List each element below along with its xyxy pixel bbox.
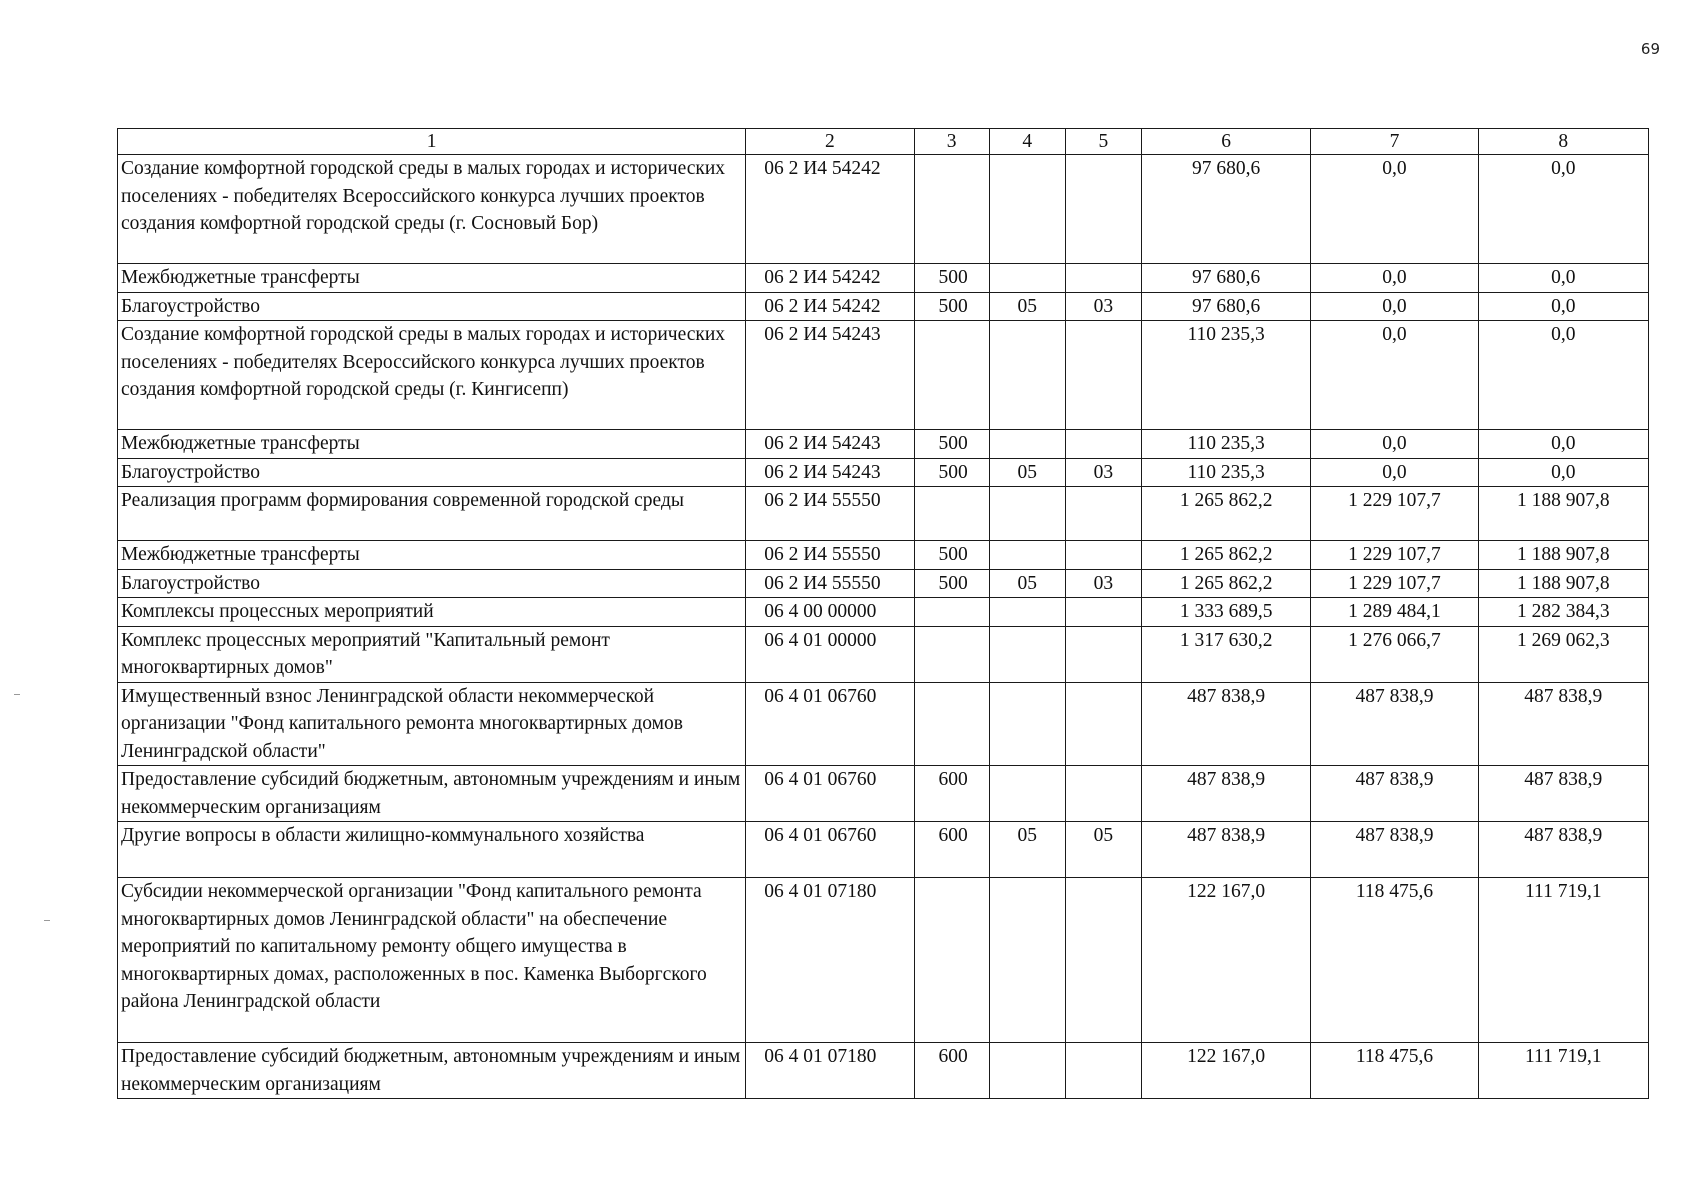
row-value-cell-3: 487 838,9	[1478, 822, 1648, 878]
table-row	[118, 569, 1649, 598]
row-pr-cell	[1065, 264, 1141, 293]
row-name-cell: Межбюджетные трансферты	[118, 264, 746, 293]
row-value-cell-1: 97 680,6	[1141, 292, 1310, 321]
row-code-cell: 06 2 И4 54242	[746, 264, 914, 293]
header-cell-8: 8	[1478, 129, 1648, 155]
row-value-cell-2: 1 229 107,7	[1311, 487, 1478, 541]
table-row	[118, 766, 1649, 822]
row-name-cell: Благоустройство	[118, 569, 746, 598]
row-value-cell-3: 0,0	[1478, 430, 1648, 459]
table-row	[118, 1043, 1649, 1099]
row-code-cell: 06 4 01 06760	[746, 766, 914, 822]
row-pr-cell: 03	[1065, 292, 1141, 321]
row-rz-cell	[989, 766, 1065, 822]
row-value-cell-1: 1 265 862,2	[1141, 487, 1310, 541]
header-cell-3: 3	[914, 129, 989, 155]
row-value-cell-2: 0,0	[1311, 430, 1478, 459]
row-value-cell-3: 1 188 907,8	[1478, 487, 1648, 541]
row-vr-cell: 500	[914, 264, 989, 293]
table-row	[118, 292, 1649, 321]
header-cell-1: 1	[118, 129, 746, 155]
row-pr-cell	[1065, 1043, 1141, 1099]
row-code-cell: 06 4 01 06760	[746, 822, 914, 878]
page-number: 69	[1640, 40, 1660, 58]
row-rz-cell: 05	[989, 292, 1065, 321]
row-pr-cell	[1065, 766, 1141, 822]
table-row	[118, 822, 1649, 878]
row-value-cell-3: 1 188 907,8	[1478, 569, 1648, 598]
table-row	[118, 541, 1649, 570]
row-rz-cell	[989, 430, 1065, 459]
row-value-cell-3: 1 282 384,3	[1478, 598, 1648, 627]
row-vr-cell	[914, 682, 989, 766]
row-pr-cell	[1065, 626, 1141, 682]
row-value-cell-2: 0,0	[1311, 321, 1478, 430]
row-code-cell: 06 2 И4 55550	[746, 541, 914, 570]
row-pr-cell	[1065, 321, 1141, 430]
row-value-cell-3: 0,0	[1478, 458, 1648, 487]
table-row	[118, 430, 1649, 459]
table-row	[118, 155, 1649, 264]
row-value-cell-3: 0,0	[1478, 155, 1648, 264]
row-value-cell-1: 487 838,9	[1141, 766, 1310, 822]
row-pr-cell	[1065, 682, 1141, 766]
row-vr-cell: 600	[914, 766, 989, 822]
row-vr-cell: 500	[914, 292, 989, 321]
row-value-cell-2: 118 475,6	[1311, 878, 1478, 1043]
row-value-cell-2: 487 838,9	[1311, 822, 1478, 878]
row-name-cell: Реализация программ формирования современной городской среды	[118, 487, 746, 541]
row-pr-cell	[1065, 878, 1141, 1043]
row-value-cell-1: 110 235,3	[1141, 430, 1310, 459]
row-value-cell-3: 0,0	[1478, 321, 1648, 430]
row-rz-cell	[989, 1043, 1065, 1099]
row-value-cell-2: 1 229 107,7	[1311, 569, 1478, 598]
scan-speck	[44, 920, 50, 921]
table-row	[118, 264, 1649, 293]
row-value-cell-1: 1 333 689,5	[1141, 598, 1310, 627]
table-row	[118, 878, 1649, 1043]
row-rz-cell	[989, 155, 1065, 264]
row-rz-cell	[989, 878, 1065, 1043]
row-code-cell: 06 2 И4 54243	[746, 430, 914, 459]
row-pr-cell: 05	[1065, 822, 1141, 878]
row-value-cell-1: 122 167,0	[1141, 1043, 1310, 1099]
row-value-cell-2: 0,0	[1311, 292, 1478, 321]
row-pr-cell	[1065, 430, 1141, 459]
row-name-cell: Другие вопросы в области жилищно-коммунального хозяйства	[118, 822, 746, 878]
row-vr-cell: 500	[914, 458, 989, 487]
row-name-cell: Предоставление субсидий бюджетным, автономным учреждениям и иным некоммерческим организациям	[118, 766, 746, 822]
row-vr-cell	[914, 155, 989, 264]
row-value-cell-2: 1 289 484,1	[1311, 598, 1478, 627]
row-value-cell-2: 0,0	[1311, 264, 1478, 293]
table-row	[118, 682, 1649, 766]
row-value-cell-3: 487 838,9	[1478, 682, 1648, 766]
row-code-cell: 06 4 01 06760	[746, 682, 914, 766]
row-value-cell-1: 1 317 630,2	[1141, 626, 1310, 682]
row-rz-cell: 05	[989, 458, 1065, 487]
row-pr-cell	[1065, 541, 1141, 570]
row-code-cell: 06 2 И4 54242	[746, 155, 914, 264]
row-value-cell-2: 0,0	[1311, 155, 1478, 264]
row-code-cell: 06 2 И4 54243	[746, 458, 914, 487]
row-value-cell-2: 1 276 066,7	[1311, 626, 1478, 682]
row-code-cell: 06 2 И4 55550	[746, 569, 914, 598]
row-code-cell: 06 4 01 07180	[746, 1043, 914, 1099]
row-vr-cell	[914, 321, 989, 430]
row-code-cell: 06 2 И4 55550	[746, 487, 914, 541]
row-rz-cell	[989, 264, 1065, 293]
row-name-cell: Комплекс процессных мероприятий "Капитальный ремонт многоквартирных домов"	[118, 626, 746, 682]
header-cell-4: 4	[989, 129, 1065, 155]
row-name-cell: Субсидии некоммерческой организации "Фонд капитального ремонта многоквартирных домов Ленинградской области" на обеспечение мероприятий по капитальному ремонту общего имущества в многоквартирных домах, расположенных в пос. Каменка Выборгского района Ленинградской области	[118, 878, 746, 1043]
row-rz-cell	[989, 487, 1065, 541]
row-value-cell-1: 487 838,9	[1141, 822, 1310, 878]
row-name-cell: Благоустройство	[118, 458, 746, 487]
row-name-cell: Межбюджетные трансферты	[118, 430, 746, 459]
scan-speck	[14, 694, 20, 695]
row-value-cell-1: 122 167,0	[1141, 878, 1310, 1043]
row-value-cell-2: 487 838,9	[1311, 766, 1478, 822]
row-name-cell: Создание комфортной городской среды в малых городах и исторических поселениях - победителях Всероссийского конкурса лучших проектов создания комфортной городской среды (г. Кингисепп)	[118, 321, 746, 430]
row-vr-cell: 500	[914, 430, 989, 459]
table-row	[118, 487, 1649, 541]
row-name-cell: Комплексы процессных мероприятий	[118, 598, 746, 627]
row-value-cell-2: 118 475,6	[1311, 1043, 1478, 1099]
row-value-cell-3: 0,0	[1478, 264, 1648, 293]
row-name-cell: Предоставление субсидий бюджетным, автономным учреждениям и иным некоммерческим организациям	[118, 1043, 746, 1099]
row-code-cell: 06 4 01 07180	[746, 878, 914, 1043]
row-value-cell-1: 1 265 862,2	[1141, 569, 1310, 598]
header-cell-5: 5	[1065, 129, 1141, 155]
row-pr-cell	[1065, 598, 1141, 627]
row-value-cell-1: 97 680,6	[1141, 264, 1310, 293]
row-value-cell-3: 0,0	[1478, 292, 1648, 321]
row-value-cell-3: 1 269 062,3	[1478, 626, 1648, 682]
row-rz-cell	[989, 321, 1065, 430]
row-vr-cell	[914, 878, 989, 1043]
row-value-cell-3: 111 719,1	[1478, 878, 1648, 1043]
row-name-cell: Имущественный взнос Ленинградской области некоммерческой организации "Фонд капитального ремонта многоквартирных домов Ленинградской области"	[118, 682, 746, 766]
row-value-cell-1: 1 265 862,2	[1141, 541, 1310, 570]
row-name-cell: Создание комфортной городской среды в малых городах и исторических поселениях - победителях Всероссийского конкурса лучших проектов создания комфортной городской среды (г. Сосновый Бор)	[118, 155, 746, 264]
table-row	[118, 626, 1649, 682]
table-row	[118, 458, 1649, 487]
row-rz-cell	[989, 541, 1065, 570]
row-pr-cell	[1065, 155, 1141, 264]
row-value-cell-3: 487 838,9	[1478, 766, 1648, 822]
row-value-cell-2: 1 229 107,7	[1311, 541, 1478, 570]
row-rz-cell: 05	[989, 822, 1065, 878]
row-rz-cell: 05	[989, 569, 1065, 598]
table-row	[118, 321, 1649, 430]
row-name-cell: Благоустройство	[118, 292, 746, 321]
row-value-cell-2: 0,0	[1311, 458, 1478, 487]
table-body	[118, 129, 1649, 1099]
row-vr-cell	[914, 598, 989, 627]
row-name-cell: Межбюджетные трансферты	[118, 541, 746, 570]
row-code-cell: 06 2 И4 54243	[746, 321, 914, 430]
row-value-cell-2: 487 838,9	[1311, 682, 1478, 766]
table-row	[118, 598, 1649, 627]
row-value-cell-3: 111 719,1	[1478, 1043, 1648, 1099]
row-pr-cell: 03	[1065, 569, 1141, 598]
row-code-cell: 06 4 00 00000	[746, 598, 914, 627]
row-vr-cell: 500	[914, 569, 989, 598]
row-value-cell-1: 487 838,9	[1141, 682, 1310, 766]
row-code-cell: 06 4 01 00000	[746, 626, 914, 682]
row-code-cell: 06 2 И4 54242	[746, 292, 914, 321]
header-cell-7: 7	[1311, 129, 1478, 155]
header-cell-6: 6	[1141, 129, 1310, 155]
row-pr-cell	[1065, 487, 1141, 541]
row-value-cell-1: 110 235,3	[1141, 458, 1310, 487]
header-cell-2: 2	[746, 129, 914, 155]
row-vr-cell: 500	[914, 541, 989, 570]
row-vr-cell: 600	[914, 1043, 989, 1099]
row-value-cell-1: 110 235,3	[1141, 321, 1310, 430]
budget-table	[117, 128, 1649, 1099]
table-header-row	[118, 129, 1649, 155]
row-pr-cell: 03	[1065, 458, 1141, 487]
row-rz-cell	[989, 626, 1065, 682]
row-vr-cell: 600	[914, 822, 989, 878]
row-value-cell-3: 1 188 907,8	[1478, 541, 1648, 570]
row-vr-cell	[914, 487, 989, 541]
row-rz-cell	[989, 682, 1065, 766]
row-value-cell-1: 97 680,6	[1141, 155, 1310, 264]
row-rz-cell	[989, 598, 1065, 627]
row-vr-cell	[914, 626, 989, 682]
